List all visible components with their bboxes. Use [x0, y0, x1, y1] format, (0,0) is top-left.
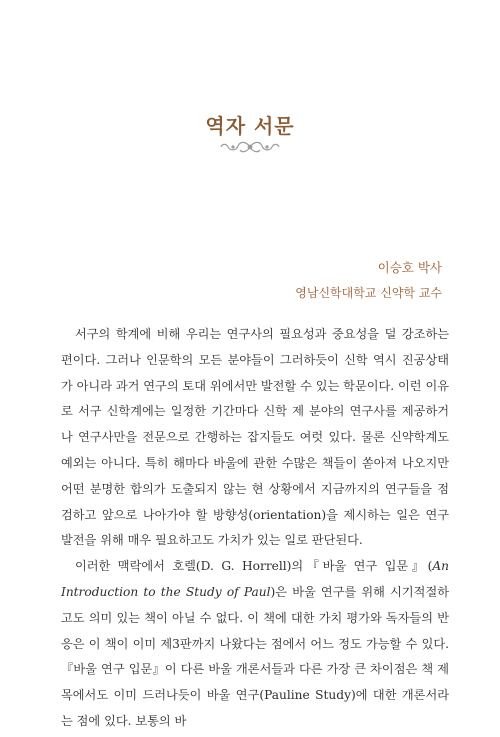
page-title: 역자 서문	[205, 114, 295, 138]
book-title-english: An Introduction to the Study of Paul	[61, 559, 449, 599]
paragraph-text: )은 바울 연구를 위해 시기적절하고도 의미 있는 책이 아닐 수 없다. 이 책에 대한 가치 평가와 독자들의 반응은 이 책이 이미 제3판까지 나왔다는 점에서 어느 정도 가능할 수 있다.『바울 연구 입문』이 다른 바울 개론서들과 다른 가장 큰 차이점은 책 제목에서도 이미 드러나듯이 바울 연구(Pauline Study)에 대한 개론서라는 점에 있다. 보통의 바	[61, 584, 449, 728]
author-name: 이승호 박사	[377, 260, 442, 275]
paragraph: 서구의 학계에 비해 우리는 연구사의 필요성과 중요성을 덜 강조하는 편이다. 그러나 인문학의 모든 분야들이 그러하듯이 신학 역시 진공상태가 아니라 과거 연구의 토대 위에서만 발전할 수 있는 학문이다. 이런 이유로 서구 신학계에는 일정한 기간마다 신학 제 분야의 연구사를 제공하거나 연구사만을 전문으로 간행하는 잡지들도 여럿 있다. 물론 신약학계도 예외는 아니다. 특히 해마다 바울에 관한 수많은 책들이 쏟아져 나오지만 어떤 분명한 합의가 도출되지 않는 현 상황에서 지금까지의 연구들을 점검하고 앞으로 나아가야 할 방향성(orientation)을 제시하는 일은 연구 발전을 위해 매우 필요하고도 가치가 있는 일로 판단된다.	[61, 327, 449, 548]
paragraph	[61, 554, 449, 735]
author-affiliation: 영남신학대학교 신약학 교수	[295, 286, 442, 300]
paragraph-text: 이러한 맥락에서 호렐(D. G. Horrell)의『바울 연구 입문』(	[75, 559, 433, 574]
preface-body	[61, 322, 449, 735]
flourish-ornament-icon	[220, 138, 280, 156]
